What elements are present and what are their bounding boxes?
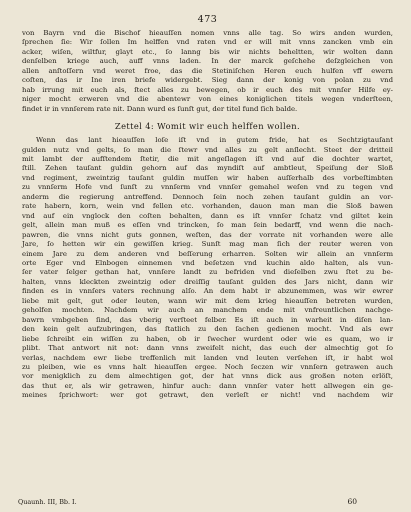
footer-source: Quaunh. III, Bb. I.: [18, 498, 77, 506]
text-line: zu vnnſerm Hofe vnd ſunſt zu vnnſerm vnd vnnſer gemahel weſen vnd zu tegen vnd: [22, 183, 393, 192]
paragraph-intro: [22, 29, 393, 114]
text-line: niger mocht erweren vnd die abentewr von eines koniglichen titels wegen vnderſteen,: [22, 95, 393, 104]
text-line: vnd auf ein vnglock den coſten behalten, dann es iſt vnnſer ſchatz vnd giltet kein: [22, 211, 393, 220]
text-line: von Bayrn vnd die Bischof hieauſſen nomen vnns alle tag. So wirs anden wurden,: [22, 29, 393, 37]
text-line: plibt. That antwort nit not: dann vnns zweifelt nicht, das euch der almechtig got ſo: [22, 344, 393, 353]
text-line: hab irrung mit euch als, ſtect alles zu bewegen, ob ir euch des mit vnnſer Hilfe ey-: [22, 85, 393, 94]
text-line: verlas, nachdem ewr liebe treffenlich mit landen vnd leuten verſehen iſt, ir habt wol: [22, 353, 393, 362]
text-line: ſer vater ſelger gethan hat, vnnſere landt zu befriden vnd dieſelben zwu ſtet zu be-: [22, 268, 393, 277]
text-line: Wenn das lant hieauſſen loſe iſt vnd in gutem fride, hat es Sechtzigtauſant: [36, 136, 393, 145]
text-line: ſprechen ſie: Wir ſollen Im helffen vnd raten vnd er will mit vnns zancken vmb ein: [22, 38, 393, 47]
text-line: pawren, die vnns nicht guts gonnen, weſten, das der vorrate nit vorhanden were alle: [22, 230, 393, 239]
text-line: orte Eger vnd Elnbogen einnemen vnd beſetzen vnd kuchin aldo halten, als vun-: [22, 258, 393, 267]
text-line: zu pleiben, wie es vnns halt hieauſſen ergee. Noch ſeczen wir vnnſern getrawen auch: [22, 362, 393, 371]
text-line: vnd regiment, zweintzig tauſant guldin muſſen wir haben auſſerhalb des vorbeſtimbten: [22, 173, 393, 182]
text-line: den kein gelt aufzubringen, das ſtatlich zu den ſachen gedienen mocht. Vnd als ewr: [22, 325, 393, 334]
text-line: liebe ſchreibt ein wiſſen zu haben, ob ir ſwecher wurdent oder wie es quam, wo ir: [22, 334, 393, 343]
text-line: finden es in vnnſers vaters rechnung alſo. An dem habt ir abzunemmen, was wir ewrer: [22, 287, 393, 296]
text-line: gulden nutz vnd gelts, ſo man die ſtewr vnd alles zu gelt anſlecht. Steet der dritteil: [22, 145, 393, 154]
text-line: findet ir in vnnſerem rate nit. Dann wurd es ſunſt gut, der titel fund ſich balde.: [22, 104, 298, 113]
text-line: bawrn vmbgeben ſind, das vberig verſteet felber. Es iſt auch in warheit in diſen lan-: [22, 315, 393, 324]
text-line: einem Jare zu dem anderen vnd beſſerung erharren. Solten wir allein an vnnſerm: [22, 249, 393, 258]
text-line: anderm die regierung antreffend. Dennoch ſein noch zehen tauſant guldin an vor-: [22, 192, 393, 201]
text-line: acker, wiſen, wiltfur, glayt etc., ſo lanng bis wir nichts beheltten, wir wolten dann: [22, 47, 393, 56]
text-line: halten, vnns kleckten zweintzig oder dreiſſig tauſant gulden des Jars nicht, dann wir: [22, 277, 393, 286]
page-footer: [18, 497, 387, 506]
text-line: vor menigklich zu dem almechtigen got, der hat vnns dick aus großen noten erlöſt,: [22, 372, 393, 381]
paragraph-main: [22, 136, 393, 401]
text-line: denſelben kriege auch, auff vnns laden. In der marck geſchehe deſzgleichen von: [22, 57, 393, 66]
text-line: mit lambt der aufſtendem ſtetir, die mit angeſlagen iſt vnd auf die dochter wartet,: [22, 154, 393, 163]
text-line: allen anſtoſſern vnd weret froe, das die Stetiniſchen Heren euch hulfen vff ewern: [22, 66, 393, 75]
text-line: rate habern, korn, wein vnd fellen etc. vorhanden, dauon man man die Sloß bawen: [22, 202, 393, 211]
text-line: coſten, das ir Ine iren briefe widergebt. Sieg dann der konig von polan zu vnd: [22, 76, 393, 85]
text-line: Jare, ſo hetten wir ein gewiſſen krieg. Sunſt mag man ſich der reuter weren von: [22, 240, 393, 249]
footer-signature: 60: [347, 497, 357, 506]
text-line: liebe mit gelt, gut oder leuten, wann wir mit dem krieg hieauſſen betreten wurden,: [22, 296, 393, 305]
text-line: das thut er, als wir getrawen, hinfur auch: dann vnnſer vater hett allwegen ein ge-: [22, 381, 393, 390]
text-line: gelt, allein man muß es eſſen vnd trincken, ſo man ſein bedarff, vnd wenn die nach-: [22, 221, 393, 230]
section-heading: Zettel 4: Womit wir euch helffen wollen.: [114, 121, 301, 132]
text-line: meines ſprichwort: wer got getrawt, den verleſt er nicht! vnd nachdem wir: [22, 391, 393, 400]
text-line: ſtill. Zehen tauſant guldin gehorn auf das myndiſt auf ambtleut, Speiſung der Sloß: [22, 164, 393, 173]
page-number: 473: [197, 14, 218, 25]
text-line: geholfen mochten. Nachdem wir auch an manchem ende mit vnfreuntlichen nachge-: [22, 306, 393, 315]
